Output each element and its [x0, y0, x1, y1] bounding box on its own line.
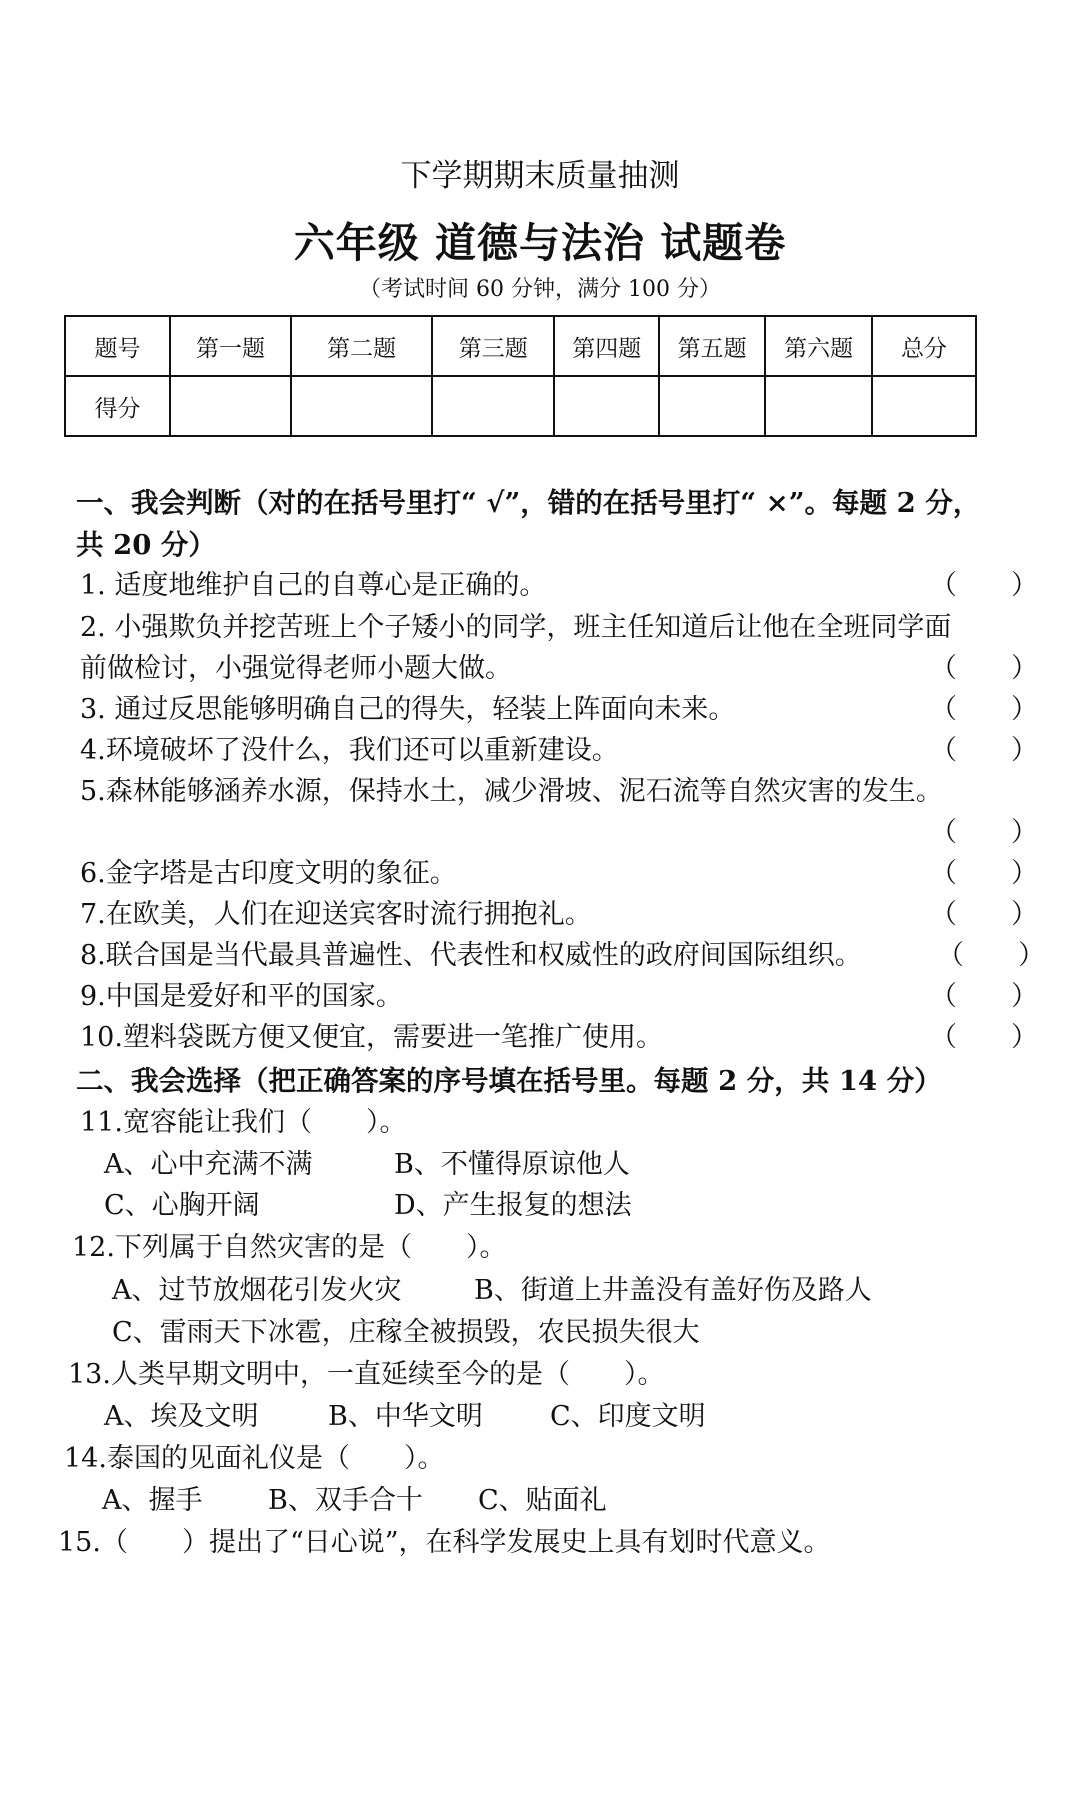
tf-item-7: 7.在欧美，人们在迎送宾客时流行拥抱礼。 [80, 899, 592, 930]
tf-item-2-cont: 前做检讨，小强觉得老师小题大做。 [80, 653, 512, 684]
tf-item-6: 6.金字塔是古印度文明的象征。 [80, 858, 457, 889]
score-table [64, 315, 977, 437]
mc-option[interactable]: C、印度文明 [550, 1401, 706, 1432]
header-cell: 总分 [872, 316, 976, 376]
header-cell: 第二题 [291, 316, 432, 376]
score-cell[interactable] [872, 376, 976, 436]
tf-item-4: 4.环境破坏了没什么，我们还可以重新建设。 [80, 735, 619, 766]
answer-paren[interactable]: （ ） [930, 694, 1038, 725]
header-cell: 题号 [65, 316, 170, 376]
section1-heading-cont: 共 20 分） [76, 529, 216, 561]
answer-paren[interactable]: （ ） [930, 735, 1038, 766]
mc-option[interactable]: C、心胸开阔 [104, 1190, 260, 1221]
mc-option[interactable]: B、双手合十 [268, 1485, 423, 1516]
tf-item-9: 9.中国是爱好和平的国家。 [80, 981, 403, 1012]
answer-paren[interactable]: （ ） [930, 653, 1038, 684]
row-label: 得分 [65, 376, 170, 436]
answer-paren[interactable]: （ ） [930, 817, 1038, 848]
score-cell[interactable] [432, 376, 554, 436]
score-cell[interactable] [554, 376, 659, 436]
score-cell[interactable] [291, 376, 432, 436]
exam-subtitle: 下学期期末质量抽测 [400, 158, 680, 194]
score-value-row [65, 376, 976, 436]
header-cell: 第五题 [659, 316, 765, 376]
tf-item-2: 2. 小强欺负并挖苦班上个子矮小的同学，班主任知道后让他在全班同学面 [80, 612, 952, 643]
mc-option[interactable]: D、产生报复的想法 [394, 1190, 632, 1221]
answer-paren[interactable]: （ ） [930, 570, 1038, 601]
section2-heading: 二、我会选择（把正确答案的序号填在括号里。每题 2 分，共 14 分） [76, 1065, 942, 1097]
mc-q13-stem: 13.人类早期文明中，一直延续至今的是（ ）。 [68, 1359, 665, 1390]
tf-item-3: 3. 通过反思能够明确自己的得失，轻装上阵面向未来。 [80, 694, 736, 725]
mc-option[interactable]: C、雷雨天下冰雹，庄稼全被损毁，农民损失很大 [112, 1317, 700, 1348]
score-cell[interactable] [765, 376, 872, 436]
mc-option[interactable]: A、过节放烟花引发火灾 [112, 1275, 402, 1306]
mc-q11-stem: 11.宽容能让我们（ ）。 [80, 1107, 407, 1138]
score-cell[interactable] [170, 376, 291, 436]
header-cell: 第三题 [432, 316, 554, 376]
mc-option[interactable]: A、埃及文明 [104, 1401, 259, 1432]
mc-q15-stem: 15.（ ）提出了“日心说”，在科学发展史上具有划时代意义。 [58, 1527, 831, 1558]
header-cell: 第六题 [765, 316, 872, 376]
mc-option[interactable]: B、不懂得原谅他人 [394, 1149, 630, 1180]
answer-paren[interactable]: （ ） [930, 981, 1038, 1012]
mc-option[interactable]: A、心中充满不满 [104, 1149, 313, 1180]
mc-q12-stem: 12.下列属于自然灾害的是（ ）。 [72, 1232, 507, 1263]
mc-q14-stem: 14.泰国的见面礼仪是（ ）。 [64, 1443, 445, 1474]
tf-item-1: 1. 适度地维护自己的自尊心是正确的。 [80, 570, 547, 601]
header-cell: 第一题 [170, 316, 291, 376]
exam-meta: （考试时间 60 分钟，满分 100 分） [359, 277, 721, 302]
tf-item-10: 10.塑料袋既方便又便宜，需要进一笔推广使用。 [80, 1022, 663, 1053]
section1-heading: 一、我会判断（对的在括号里打“ √”，错的在括号里打“ ×”。每题 2 分， [76, 487, 981, 519]
mc-option[interactable]: C、贴面礼 [478, 1485, 607, 1516]
answer-paren[interactable]: （ ） [930, 899, 1038, 930]
score-cell[interactable] [659, 376, 765, 436]
tf-item-5: 5.森林能够涵养水源，保持水土，减少滑坡、泥石流等自然灾害的发生。 [80, 776, 943, 807]
mc-option[interactable]: B、街道上井盖没有盖好伤及路人 [474, 1275, 872, 1306]
mc-option[interactable]: A、握手 [102, 1485, 203, 1516]
answer-paren[interactable]: （ ） [937, 940, 1045, 971]
mc-option[interactable]: B、中华文明 [328, 1401, 483, 1432]
answer-paren[interactable]: （ ） [930, 858, 1038, 889]
tf-item-8: 8.联合国是当代最具普遍性、代表性和权威性的政府间国际组织。 [80, 940, 862, 971]
answer-paren[interactable]: （ ） [930, 1022, 1038, 1053]
score-header-row [65, 316, 976, 376]
header-cell: 第四题 [554, 316, 659, 376]
exam-title: 六年级 道德与法治 试题卷 [293, 219, 787, 267]
